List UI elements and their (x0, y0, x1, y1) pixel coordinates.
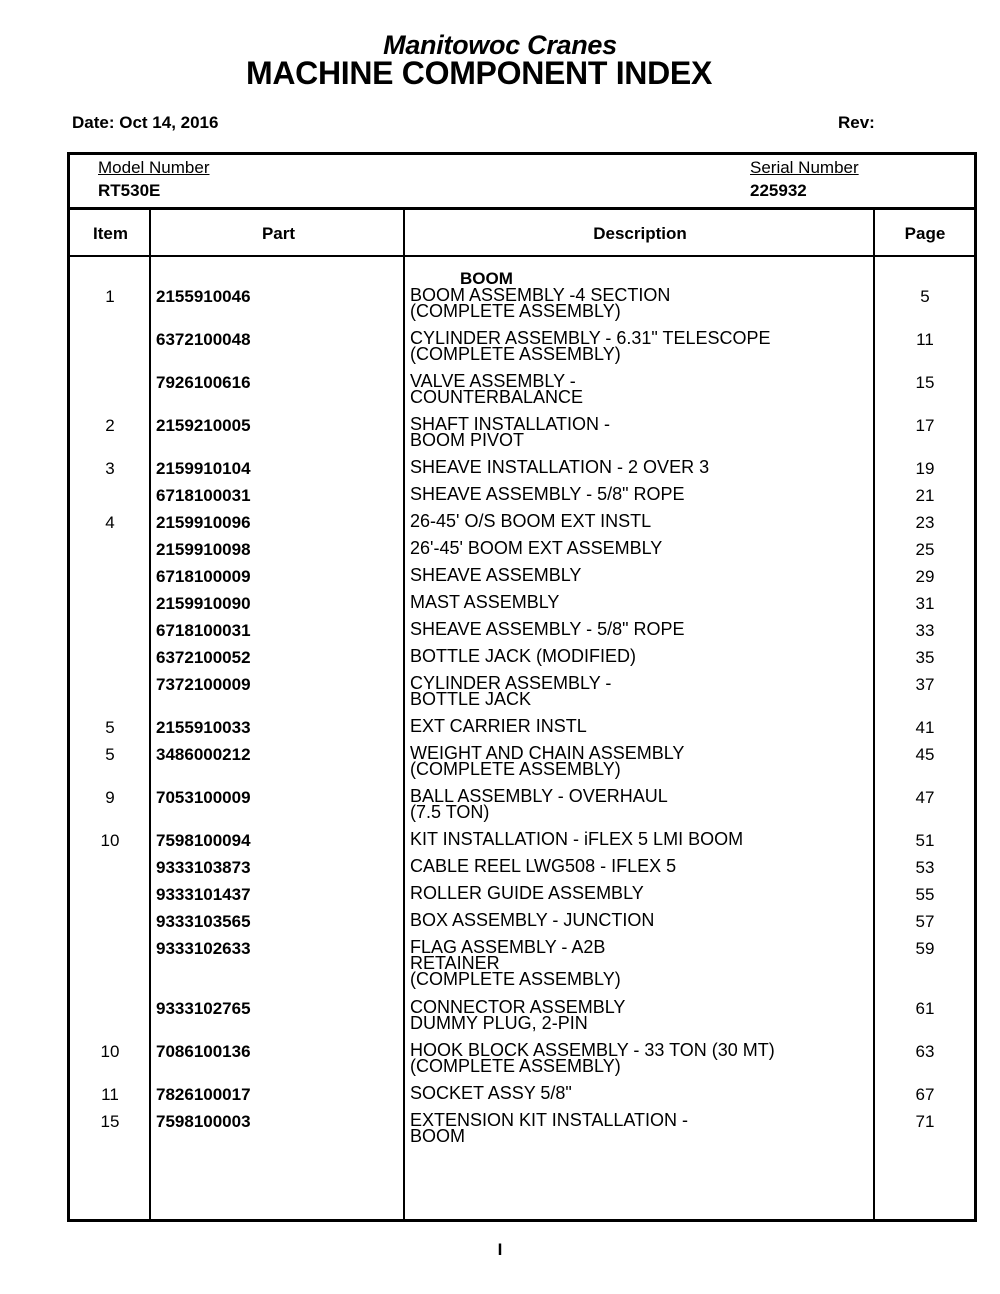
description-line: SHEAVE ASSEMBLY - 5/8" ROPE (410, 484, 685, 504)
model-serial-block (70, 155, 974, 210)
item-number: 1 (105, 287, 115, 306)
description-line: SHEAVE ASSEMBLY - 5/8" ROPE (410, 619, 685, 639)
part-description (410, 540, 662, 556)
part-number: 6372100048 (156, 330, 251, 349)
part-number: 9333103873 (156, 858, 251, 877)
part-number: 9333103565 (156, 912, 251, 931)
page-reference: 25 (915, 540, 935, 559)
item-number: 2 (105, 416, 115, 435)
description-line: (7.5 TON) (410, 802, 490, 822)
part-description (410, 594, 559, 610)
description-line: 26'-45' BOOM EXT ASSEMBLY (410, 538, 663, 558)
item-number: 10 (100, 1042, 120, 1061)
part-description (410, 1042, 775, 1074)
description-line: (COMPLETE ASSEMBLY) (410, 1056, 621, 1076)
column-divider (403, 210, 405, 1219)
page-reference: 55 (915, 885, 935, 904)
part-description (410, 939, 621, 987)
item-number: 15 (100, 1112, 120, 1131)
part-number: 6718100031 (156, 486, 251, 505)
part-description (410, 788, 668, 820)
part-number: 6718100031 (156, 621, 251, 640)
description-line: EXT CARRIER INSTL (410, 716, 587, 736)
part-description (410, 858, 676, 874)
description-line: 26-45' O/S BOOM EXT INSTL (410, 511, 652, 531)
part-number: 2159910104 (156, 459, 251, 478)
item-number: 10 (100, 831, 120, 850)
part-description (410, 885, 644, 901)
part-description (410, 1085, 572, 1101)
column-divider (873, 210, 875, 1219)
part-description (410, 1112, 688, 1144)
description-line: BALL ASSEMBLY - OVERHAUL (410, 786, 668, 806)
page-reference: 23 (915, 513, 935, 532)
part-number: 2159910090 (156, 594, 251, 613)
description-line: EXTENSION KIT INSTALLATION - (410, 1110, 689, 1130)
description-line: (COMPLETE ASSEMBLY) (410, 301, 621, 321)
model-number-label: Model Number (98, 158, 210, 177)
document-title: MACHINE COMPONENT INDEX (245, 55, 712, 91)
part-number: 3486000212 (156, 745, 251, 764)
description-line: KIT INSTALLATION - iFLEX 5 LMI BOOM (410, 829, 744, 849)
column-header-part: Part (261, 224, 296, 243)
description-line: SOCKET ASSY 5/8" (410, 1083, 572, 1103)
page-reference: 29 (915, 567, 935, 586)
part-number: 7086100136 (156, 1042, 251, 1061)
page-reference: 45 (915, 745, 935, 764)
part-number: 7053100009 (156, 788, 251, 807)
description-line: BOTTLE JACK (410, 689, 532, 709)
part-number: 2159210005 (156, 416, 251, 435)
part-description (410, 459, 709, 475)
page-reference: 53 (915, 858, 935, 877)
part-number: 9333102765 (156, 999, 251, 1018)
serial-number-label: Serial Number (750, 158, 859, 177)
item-number: 5 (105, 745, 115, 764)
description-line: HOOK BLOCK ASSEMBLY - 33 TON (30 MT) (410, 1040, 775, 1060)
page-reference: 67 (915, 1085, 935, 1104)
item-number: 9 (105, 788, 115, 807)
page-reference: 15 (915, 373, 935, 392)
page-reference: 71 (915, 1112, 935, 1131)
item-number: 4 (105, 513, 115, 532)
part-number: 9333101437 (156, 885, 251, 904)
description-line: FLAG ASSEMBLY - A2B (410, 937, 606, 957)
part-description (410, 999, 625, 1031)
part-description (410, 648, 636, 664)
part-number: 7826100017 (156, 1085, 251, 1104)
description-line: COUNTERBALANCE (410, 387, 584, 407)
description-line: CONNECTOR ASSEMBLY (410, 997, 626, 1017)
column-header-page: Page (904, 224, 946, 243)
part-number: 2159910096 (156, 513, 251, 532)
description-line: BOOM ASSEMBLY -4 SECTION (410, 285, 671, 305)
component-index-table (67, 152, 977, 1222)
page-reference: 51 (915, 831, 935, 850)
column-header-description: Description (593, 224, 687, 243)
page-reference: 47 (915, 788, 935, 807)
page-reference: 41 (915, 718, 935, 737)
part-description (410, 330, 771, 362)
table-header (70, 210, 974, 257)
part-description (410, 718, 587, 734)
part-description (410, 745, 684, 777)
part-description (410, 416, 610, 448)
part-number: 2155910046 (156, 287, 251, 306)
column-header-item: Item (93, 224, 128, 243)
part-description (410, 831, 743, 847)
description-line: BOX ASSEMBLY - JUNCTION (410, 910, 655, 930)
description-line: DUMMY PLUG, 2-PIN (410, 1013, 588, 1033)
revision-label: Rev: (838, 113, 875, 132)
description-line: (COMPLETE ASSEMBLY) (410, 969, 621, 989)
item-number: 5 (105, 718, 115, 737)
part-number: 7372100009 (156, 675, 251, 694)
description-line: RETAINER (410, 953, 500, 973)
description-line: WEIGHT AND CHAIN ASSEMBLY (410, 743, 685, 763)
part-description (410, 373, 583, 405)
description-line: SHEAVE INSTALLATION - 2 OVER 3 (410, 457, 710, 477)
description-line: CABLE REEL LWG508 - IFLEX 5 (410, 856, 677, 876)
model-number-value: RT530E (98, 181, 161, 200)
page-reference: 31 (915, 594, 935, 613)
page-reference: 33 (915, 621, 935, 640)
serial-number-value: 225932 (750, 181, 807, 200)
description-line: (COMPLETE ASSEMBLY) (410, 759, 621, 779)
part-description (410, 513, 651, 529)
part-number: 9333102633 (156, 939, 251, 958)
page-reference: 37 (915, 675, 935, 694)
part-number: 2159910098 (156, 540, 251, 559)
column-divider (149, 210, 151, 1219)
part-number: 6372100052 (156, 648, 251, 667)
description-line: MAST ASSEMBLY (410, 592, 560, 612)
description-line: SHAFT INSTALLATION - (410, 414, 611, 434)
brand-name: Manitowoc Cranes (383, 30, 617, 60)
part-description (410, 287, 670, 319)
part-number: 6718100009 (156, 567, 251, 586)
page-reference: 21 (915, 486, 935, 505)
part-number: 2155910033 (156, 718, 251, 737)
item-number: 3 (105, 459, 115, 478)
part-number: 7598100003 (156, 1112, 251, 1131)
page-reference: 35 (915, 648, 935, 667)
description-line: (COMPLETE ASSEMBLY) (410, 344, 621, 364)
section-heading: BOOM (460, 269, 513, 288)
page-reference: 17 (915, 416, 935, 435)
page-reference: 63 (915, 1042, 935, 1061)
description-line: BOTTLE JACK (MODIFIED) (410, 646, 637, 666)
part-description (410, 912, 654, 928)
description-line: CYLINDER ASSEMBLY - 6.31" TELESCOPE (410, 328, 771, 348)
part-description (410, 567, 581, 583)
item-number: 11 (101, 1085, 119, 1104)
description-line: ROLLER GUIDE ASSEMBLY (410, 883, 644, 903)
description-line: SHEAVE ASSEMBLY (410, 565, 582, 585)
page-reference: 19 (915, 459, 935, 478)
page-reference: 61 (915, 999, 935, 1018)
part-description (410, 486, 685, 502)
part-number: 7598100094 (156, 831, 251, 850)
part-description (410, 621, 685, 637)
description-line: BOOM (410, 1126, 466, 1146)
document-date: Date: Oct 14, 2016 (72, 113, 219, 132)
description-line: BOOM PIVOT (410, 430, 525, 450)
description-line: CYLINDER ASSEMBLY - (410, 673, 612, 693)
page-number: I (497, 1240, 503, 1259)
page-reference: 5 (920, 287, 930, 306)
part-number: 7926100616 (156, 373, 251, 392)
page-reference: 11 (916, 330, 934, 349)
page-reference: 57 (915, 912, 935, 931)
page-reference: 59 (915, 939, 935, 958)
part-description (410, 675, 611, 707)
description-line: VALVE ASSEMBLY - (410, 371, 576, 391)
